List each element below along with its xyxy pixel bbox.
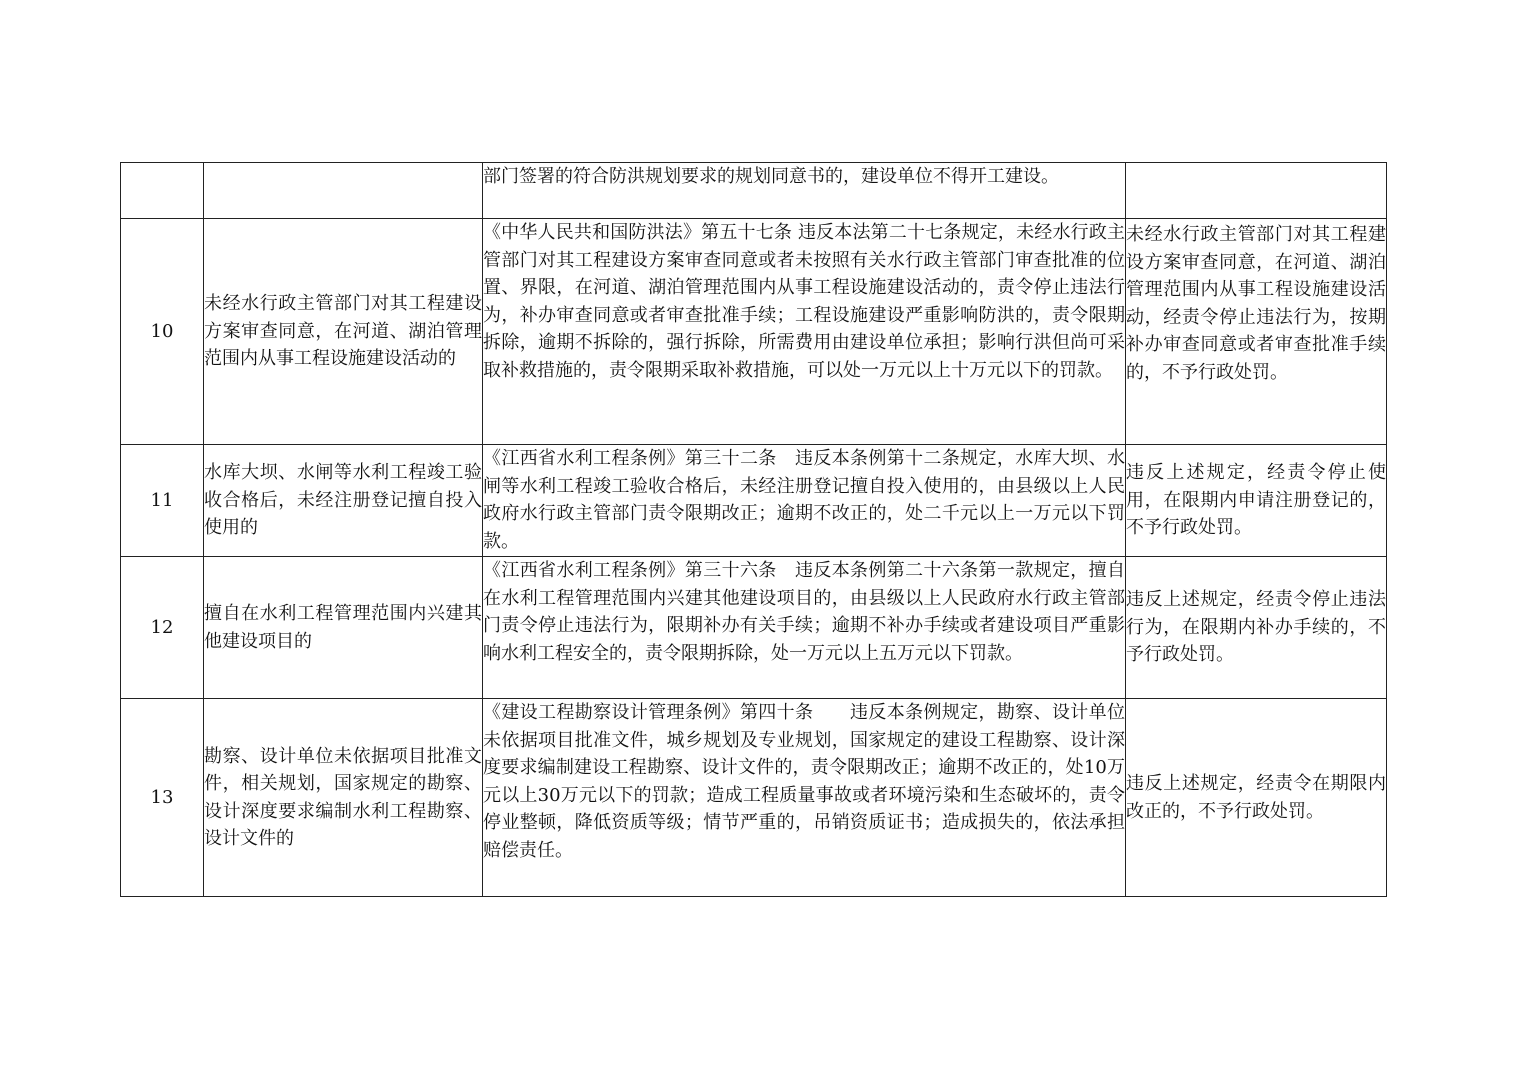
exemption-condition-cell: 未经水行政主管部门对其工程建设方案审查同意，在河道、湖泊管理范围内从事工程设施建设活动，经责令停止违法行为，按期补办审查同意或者审查批准手续的，不予行政处罚。 [1126,219,1387,445]
penalty-exemption-table [120,162,1387,897]
table-row [121,557,1387,699]
exemption-condition-cell [1126,163,1387,219]
table-row [121,219,1387,445]
violation-cell: 水库大坝、水闸等水利工程竣工验收合格后，未经注册登记擅自投入使用的 [204,445,483,557]
table-row-continuation [121,163,1387,219]
table-row [121,699,1387,897]
table-row [121,445,1387,557]
row-number-cell: 10 [121,219,204,445]
legal-basis-cell: 《中华人民共和国防洪法》第五十七条 违反本法第二十七条规定，未经水行政主管部门对其工程建设方案审查同意或者未按照有关水行政主管部门审查批准的位置、界限，在河道、湖泊管理范围内从事工程设施建设活动的，责令停止违法行为，补办审查同意或者审查批准手续；工程设施建设严重影响防洪的，责令限期拆除，逾期不拆除的，强行拆除，所需费用由建设单位承担；影响行洪但尚可采取补救措施的，责令限期采取补救措施，可以处一万元以上十万元以下的罚款。 [483,219,1126,445]
violation-cell: 未经水行政主管部门对其工程建设方案审查同意，在河道、湖泊管理范围内从事工程设施建设活动的 [204,219,483,445]
row-number-cell: 11 [121,445,204,557]
row-number-cell [121,163,204,219]
legal-basis-cell: 《江西省水利工程条例》第三十二条 违反本条例第十二条规定，水库大坝、水闸等水利工程竣工验收合格后，未经注册登记擅自投入使用的，由县级以上人民政府水行政主管部门责令限期改正；逾期不改正的，处二千元以上一万元以下罚款。 [483,445,1126,557]
exemption-condition-cell: 违反上述规定，经责令停止使用，在限期内申请注册登记的，不予行政处罚。 [1126,445,1387,557]
violation-cell: 勘察、设计单位未依据项目批准文件，相关规划，国家规定的勘察、设计深度要求编制水利工程勘察、设计文件的 [204,699,483,897]
row-number-cell: 12 [121,557,204,699]
legal-basis-cell: 部门签署的符合防洪规划要求的规划同意书的，建设单位不得开工建设。 [483,163,1126,219]
row-number-cell: 13 [121,699,204,897]
exemption-condition-cell: 违反上述规定，经责令停止违法行为，在限期内补办手续的，不予行政处罚。 [1126,557,1387,699]
violation-cell [204,163,483,219]
legal-basis-cell: 《江西省水利工程条例》第三十六条 违反本条例第二十六条第一款规定，擅自在水利工程管理范围内兴建其他建设项目的，由县级以上人民政府水行政主管部门责令停止违法行为，限期补办有关手续；逾期不补办手续或者建设项目严重影响水利工程安全的，责令限期拆除，处一万元以上五万元以下罚款。 [483,557,1126,699]
exemption-condition-cell: 违反上述规定，经责令在期限内改正的，不予行政处罚。 [1126,699,1387,897]
violation-cell: 擅自在水利工程管理范围内兴建其他建设项目的 [204,557,483,699]
legal-basis-cell: 《建设工程勘察设计管理条例》第四十条 违反本条例规定，勘察、设计单位未依据项目批准文件，城乡规划及专业规划，国家规定的建设工程勘察、设计深度要求编制建设工程勘察、设计文件的，责令限期改正；逾期不改正的，处10万元以上30万元以下的罚款；造成工程质量事故或者环境污染和生态破坏的，责令停业整顿，降低资质等级；情节严重的，吊销资质证书；造成损失的，依法承担赔偿责任。 [483,699,1126,897]
